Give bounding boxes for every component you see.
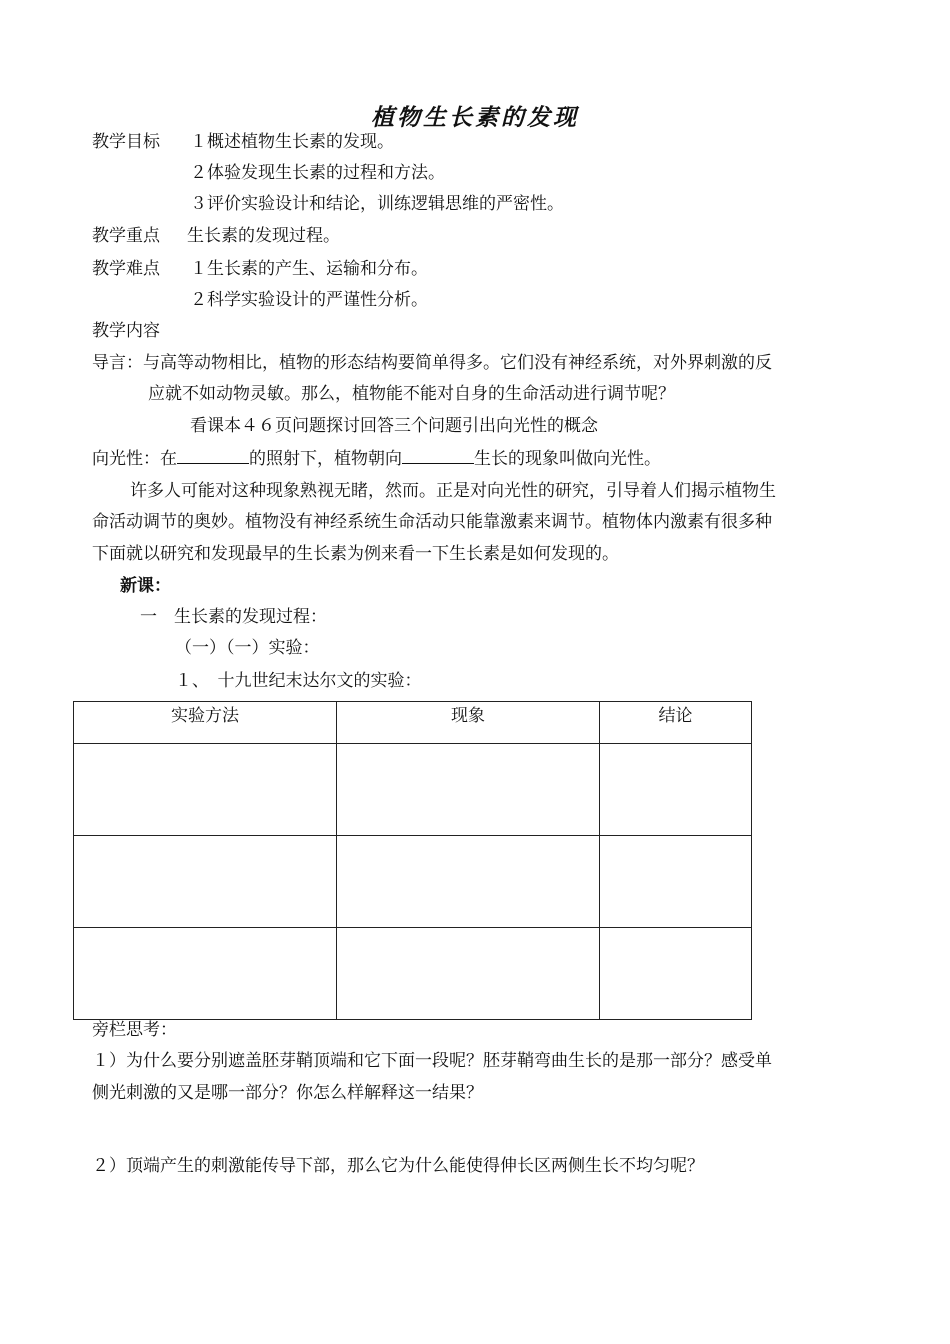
new-lesson-heading: 新课： [120,576,171,596]
phototropism-part-3: 生长的现象叫做向光性。 [474,449,661,469]
fill-blank-2[interactable] [402,447,474,464]
table-cell[interactable] [337,836,600,928]
table-cell[interactable] [74,928,337,1020]
phototropism-definition [92,447,661,470]
intro-line-3: 看课本４６页问题探讨回答三个问题引出向光性的概念 [190,416,598,436]
phototropism-part-2: 的照射下，植物朝向 [249,449,402,469]
subsection-heading: （一）（一）实验： [175,638,320,658]
question-1-line-1: １）为什么要分别遮盖胚芽鞘顶端和它下面一段呢？胚芽鞘弯曲生长的是那一部分？感受单 [92,1051,772,1071]
question-1-line-2: 侧光刺激的又是哪一部分？你怎么样解释这一结果？ [92,1083,483,1103]
header-conclusion: 结论 [600,702,752,744]
table-header-row [74,702,752,744]
table-cell[interactable] [600,928,752,1020]
table-row [74,744,752,836]
question-2: ２）顶端产生的刺激能传导下部，那么它为什么能使得伸长区两侧生长不均匀呢？ [92,1156,704,1176]
key-point-label: 教学重点 [92,226,160,246]
paragraph-line-3: 下面就以研究和发现最早的生长素为例来看一下生长素是如何发现的。 [92,544,619,564]
intro-line-1: 导言：与高等动物相比，植物的形态结构要简单得多。它们没有神经系统，对外界刺激的反 [92,353,772,373]
goal-item-3: ３评价实验设计和结论，训练逻辑思维的严密性。 [190,194,564,214]
sidebar-thinking-label: 旁栏思考： [92,1020,177,1040]
goal-item-2: ２体验发现生长素的过程和方法。 [190,163,445,183]
phototropism-part-1: 向光性：在 [92,449,177,469]
table-cell[interactable] [600,744,752,836]
table-cell[interactable] [74,836,337,928]
paragraph-line-1: 许多人可能对这种现象熟视无睹，然而。正是对向光性的研究，引导着人们揭示植物生 [130,481,776,501]
page-title: 植物生长素的发现 [371,104,579,131]
section-1-heading: 一 生长素的发现过程： [140,607,327,627]
table-cell[interactable] [337,744,600,836]
table-cell[interactable] [337,928,600,1020]
darwin-experiment-heading: １、 十九世纪末达尔文的实验： [175,671,422,691]
content-label: 教学内容 [92,321,160,341]
intro-line-2: 应就不如动物灵敏。那么，植物能不能对自身的生命活动进行调节呢？ [148,384,675,404]
difficulty-item-1: １生长素的产生、运输和分布。 [190,259,428,279]
key-point-text: 生长素的发现过程。 [187,226,340,246]
table-row [74,836,752,928]
paragraph-line-2: 命活动调节的奥妙。植物没有神经系统生命活动只能靠激素来调节。植物体内激素有很多种 [92,512,772,532]
fill-blank-1[interactable] [177,447,249,464]
header-method: 实验方法 [74,702,337,744]
experiment-table [73,701,752,1020]
table-cell[interactable] [600,836,752,928]
table-cell[interactable] [74,744,337,836]
difficulty-label: 教学难点 [92,259,160,279]
header-phenomenon: 现象 [337,702,600,744]
difficulty-item-2: ２科学实验设计的严谨性分析。 [190,290,428,310]
goals-label: 教学目标 [92,132,160,152]
goal-item-1: １概述植物生长素的发现。 [190,132,394,152]
table-row [74,928,752,1020]
